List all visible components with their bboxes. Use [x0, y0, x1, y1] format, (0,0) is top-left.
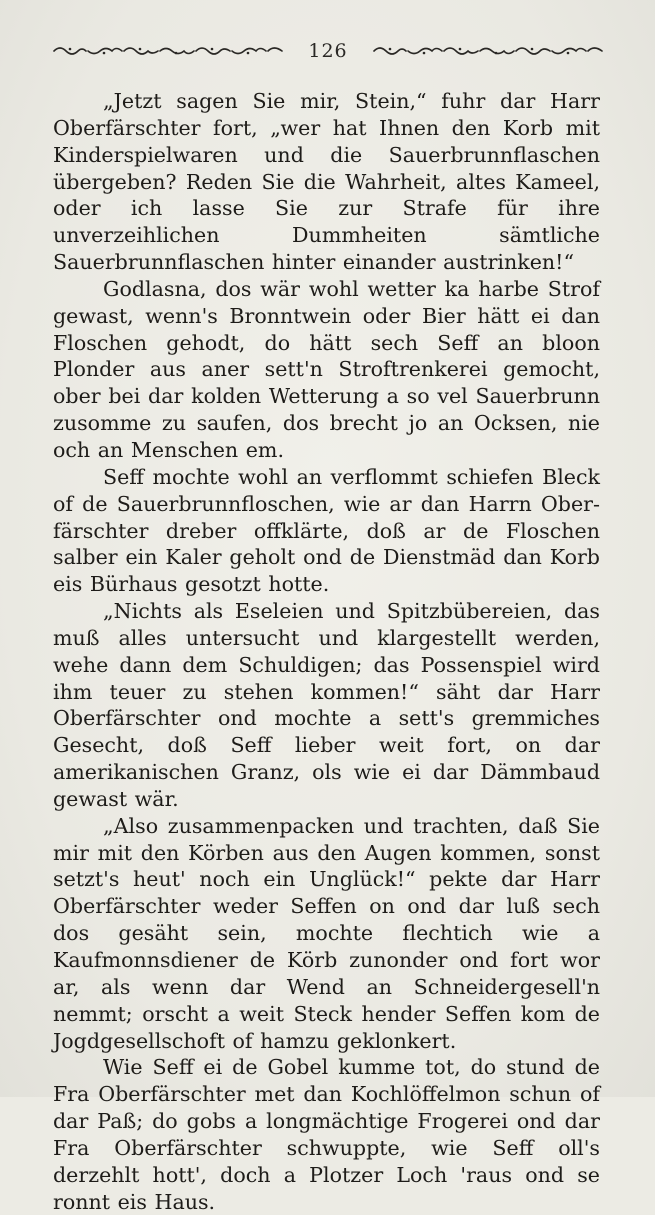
paragraph: Godlasna, dos wär wohl wetter ka harbe Strof gewast, wenn's Bronntwein oder Bier hätt ei dan Floschen gehodt, do hätt sech Seff an bloon Plonder aus aner sett'n Stroftrenkerei gemocht, ober bei dar kolden Wetterung a so vel Sauerbrunn zusomme zu saufen, dos brecht jo an Ocksen, nie och an Menschen em. — [53, 276, 600, 462]
flourish-ornament-right — [372, 45, 604, 57]
flourish-ornament-left — [52, 45, 284, 57]
paragraph: Seff mochte wohl an verflommt schiefen Bleck of de Sauerbrunnfloschen, wie ar dan Harrn Oberfärschter dreber offklärte, doß ar de Floschen salber ein Kaler geholt ond de Dienstmäd dan Korb eis Bürhaus gesotzt hotte. — [53, 464, 600, 597]
page-number: 126 — [308, 40, 348, 62]
body-text — [53, 88, 600, 1215]
paragraph: Wie Seff ei de Gobel kumme tot, do stund de Fra Oberfärschter met dan Kochlöffelmon schun of dar Paß; do gobs a longmächtige Frogerei ond dar Fra Oberfärschter schwuppte, wie Seff oll's derzehlt hott', doch a Plotzer Loch 'raus ond se ronnt eis Haus. — [53, 1055, 600, 1214]
page-header — [52, 40, 604, 62]
paragraph: „Also zusammenpacken und trachten, daß Sie mir mit den Körben aus den Augen kommen, sonst setzt's heut' noch ein Unglück!“ pekte dar Harr Oberfärschter weder Seffen on ond dar luß sech dos gesäht sein, mochte flechtich wie a Kaufmonnsdiener de Körb zunonder ond fort wor ar, als wenn dar Wend an Schneidergesell'n nemmt; orscht a weit Steck hender Seffen kom de Jogdgesellschoft of hamzu geklonkert. — [53, 813, 600, 1053]
paragraph: „Nichts als Eseleien und Spitzbübereien, das muß alles untersucht und klargestellt werden, wehe dann dem Schuldigen; das Possenspiel wird ihm teuer zu stehen kommen!“ säht dar Harr Oberfärschter ond mochte a sett's gremmiches Gesecht, doß Seff lieber weit fort, on dar amerikanischen Granz, ols wie ei dar Dämmbaud gewast wär. — [53, 599, 600, 811]
paragraph: „Jetzt sagen Sie mir, Stein,“ fuhr dar Harr Oberfärschter fort, „wer hat Ihnen den Korb mit Kinderspielwaren und die Sauerbrunnflaschen übergeben? Reden Sie die Wahrheit, altes Kameel, oder ich lasse Sie zur Strafe für ihre unverzeihlichen Dummheiten sämtliche Sauerbrunnflaschen hinter einander austrinken!“ — [53, 89, 600, 275]
